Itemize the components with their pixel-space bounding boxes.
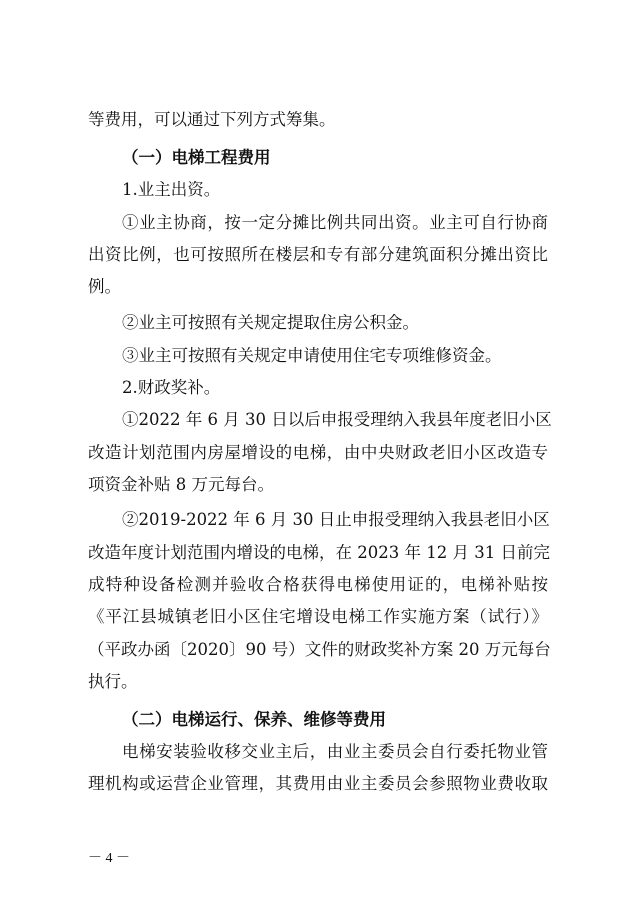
paragraph-line: 《平江县城镇老旧小区住宅增设电梯工作实施方案（试行）》: [88, 607, 548, 626]
paragraph-line: 电梯安装验收移交业主后，由业主委员会自行委托物业管: [122, 742, 548, 761]
paragraph-line: 理机构或运营企业管理，其费用由业主委员会参照物业费收取: [88, 774, 548, 793]
paragraph-line: ②业主可按照有关规定提取住房公积金。: [122, 313, 419, 332]
section-heading-elevator-project-cost: （一）电梯工程费用: [122, 148, 271, 167]
subsection-heading-fiscal-subsidy: 2.财政奖补。: [122, 378, 221, 397]
paragraph-line: 等费用，可以通过下列方式筹集。: [88, 110, 336, 129]
paragraph-line: ①业主协商，按一定分摊比例共同出资。业主可自行协商: [122, 213, 548, 232]
paragraph-line: （平政办函〔2020〕90 号）文件的财政奖补方案 20 万元每台: [88, 640, 551, 659]
subsection-heading-owner-funding: 1.业主出资。: [122, 180, 221, 199]
paragraph-line: 出资比例，也可按照所在楼层和专有部分建筑面积分摊出资比: [88, 245, 548, 264]
section-heading-elevator-operation-cost: （二）电梯运行、保养、维修等费用: [122, 710, 386, 729]
paragraph-line: ③业主可按照有关规定申请使用住宅专项维修资金。: [122, 346, 502, 365]
paragraph-line: 改造计划范围内房屋增设的电梯，由中央财政老旧小区改造专: [88, 443, 548, 462]
paragraph-line: ①2022 年 6 月 30 日以后申报受理纳入我县年度老旧小区: [122, 410, 552, 429]
paragraph-line: ②2019-2022 年 6 月 30 日止申报受理纳入我县老旧小区: [122, 510, 550, 529]
paragraph-line: 成特种设备检测并验收合格获得电梯使用证的，电梯补贴按: [88, 575, 548, 594]
page-number: － 4 －: [88, 851, 130, 866]
paragraph-line: 项资金补贴 8 万元每台。: [88, 475, 274, 494]
paragraph-line: 改造年度计划范围内增设的电梯，在 2023 年 12 月 31 日前完: [88, 543, 550, 562]
paragraph-line: 例。: [88, 277, 121, 296]
paragraph-line: 执行。: [88, 672, 138, 691]
